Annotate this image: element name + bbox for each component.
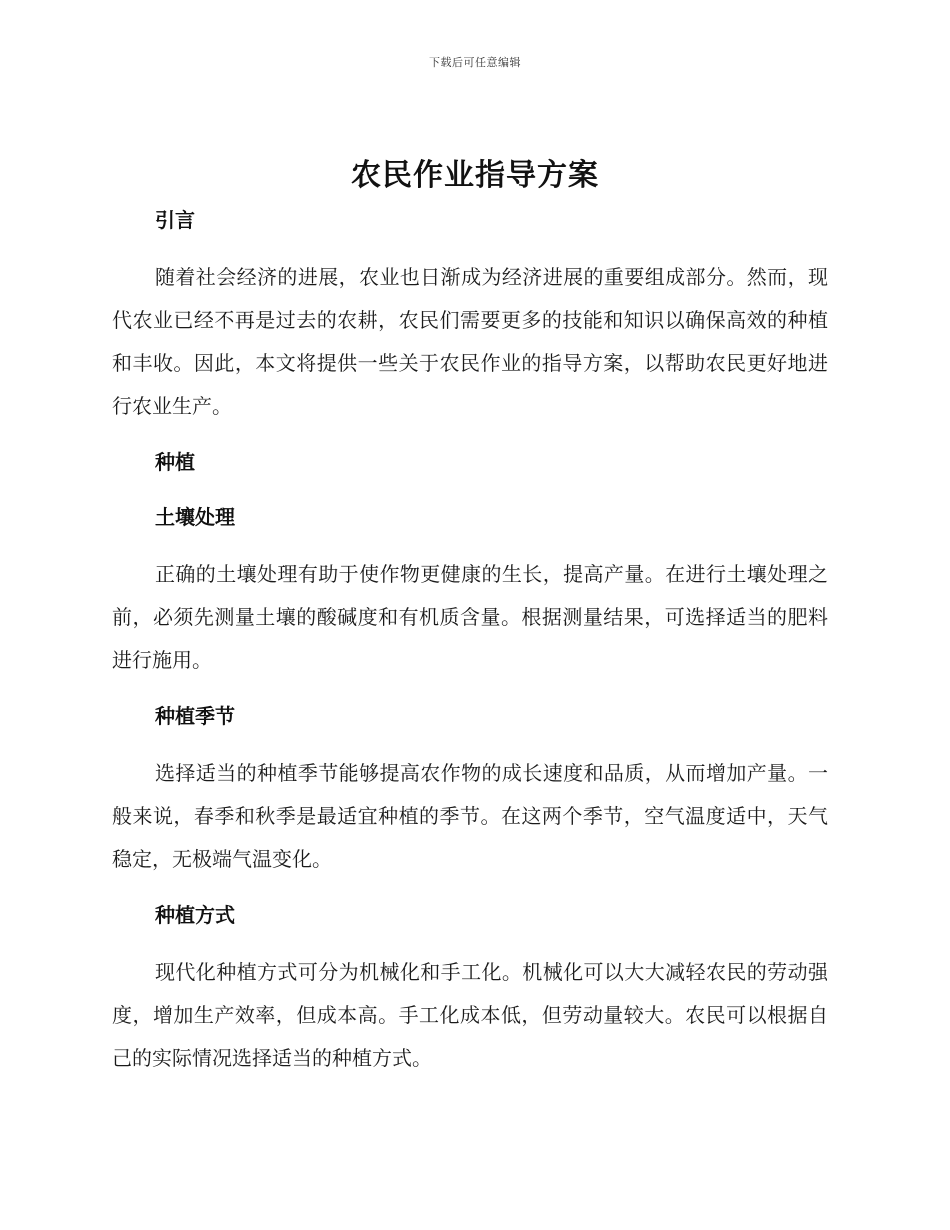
season-paragraph: 选择适当的种植季节能够提高农作物的成长速度和品质，从而增加产量。一般来说，春季和秋季是最适宜种植的季节。在这两个季节，空气温度适中，天气稳定，无极端气温变化。: [112, 761, 828, 871]
subsection-heading-season: 种植季节: [155, 704, 235, 728]
intro-paragraph: 随着社会经济的进展，农业也日渐成为经济进展的重要组成部分。然而，现代农业已经不再是过去的农耕，农民们需要更多的技能和知识以确保高效的种植和丰收。因此，本文将提供一些关于农民作业的指导方案，以帮助农民更好地进行农业生产。: [112, 265, 828, 418]
document-title: 农民作业指导方案: [351, 158, 599, 193]
section-heading-intro: 引言: [155, 208, 195, 232]
soil-paragraph: 正确的土壤处理有助于使作物更健康的生长，提高产量。在进行土壤处理之前，必须先测量土壤的酸碱度和有机质含量。根据测量结果，可选择适当的肥料进行施用。: [112, 562, 828, 672]
document-body: [112, 198, 828, 1080]
section-heading-planting: 种植: [155, 450, 195, 474]
page-header-note: 下载后可任意编辑: [429, 56, 521, 69]
subsection-heading-method: 种植方式: [155, 903, 235, 927]
method-paragraph: 现代化种植方式可分为机械化和手工化。机械化可以大大减轻农民的劳动强度，增加生产效率，但成本高。手工化成本低，但劳动量较大。农民可以根据自己的实际情况选择适当的种植方式。: [112, 960, 828, 1070]
subsection-heading-soil: 土壤处理: [155, 505, 235, 529]
